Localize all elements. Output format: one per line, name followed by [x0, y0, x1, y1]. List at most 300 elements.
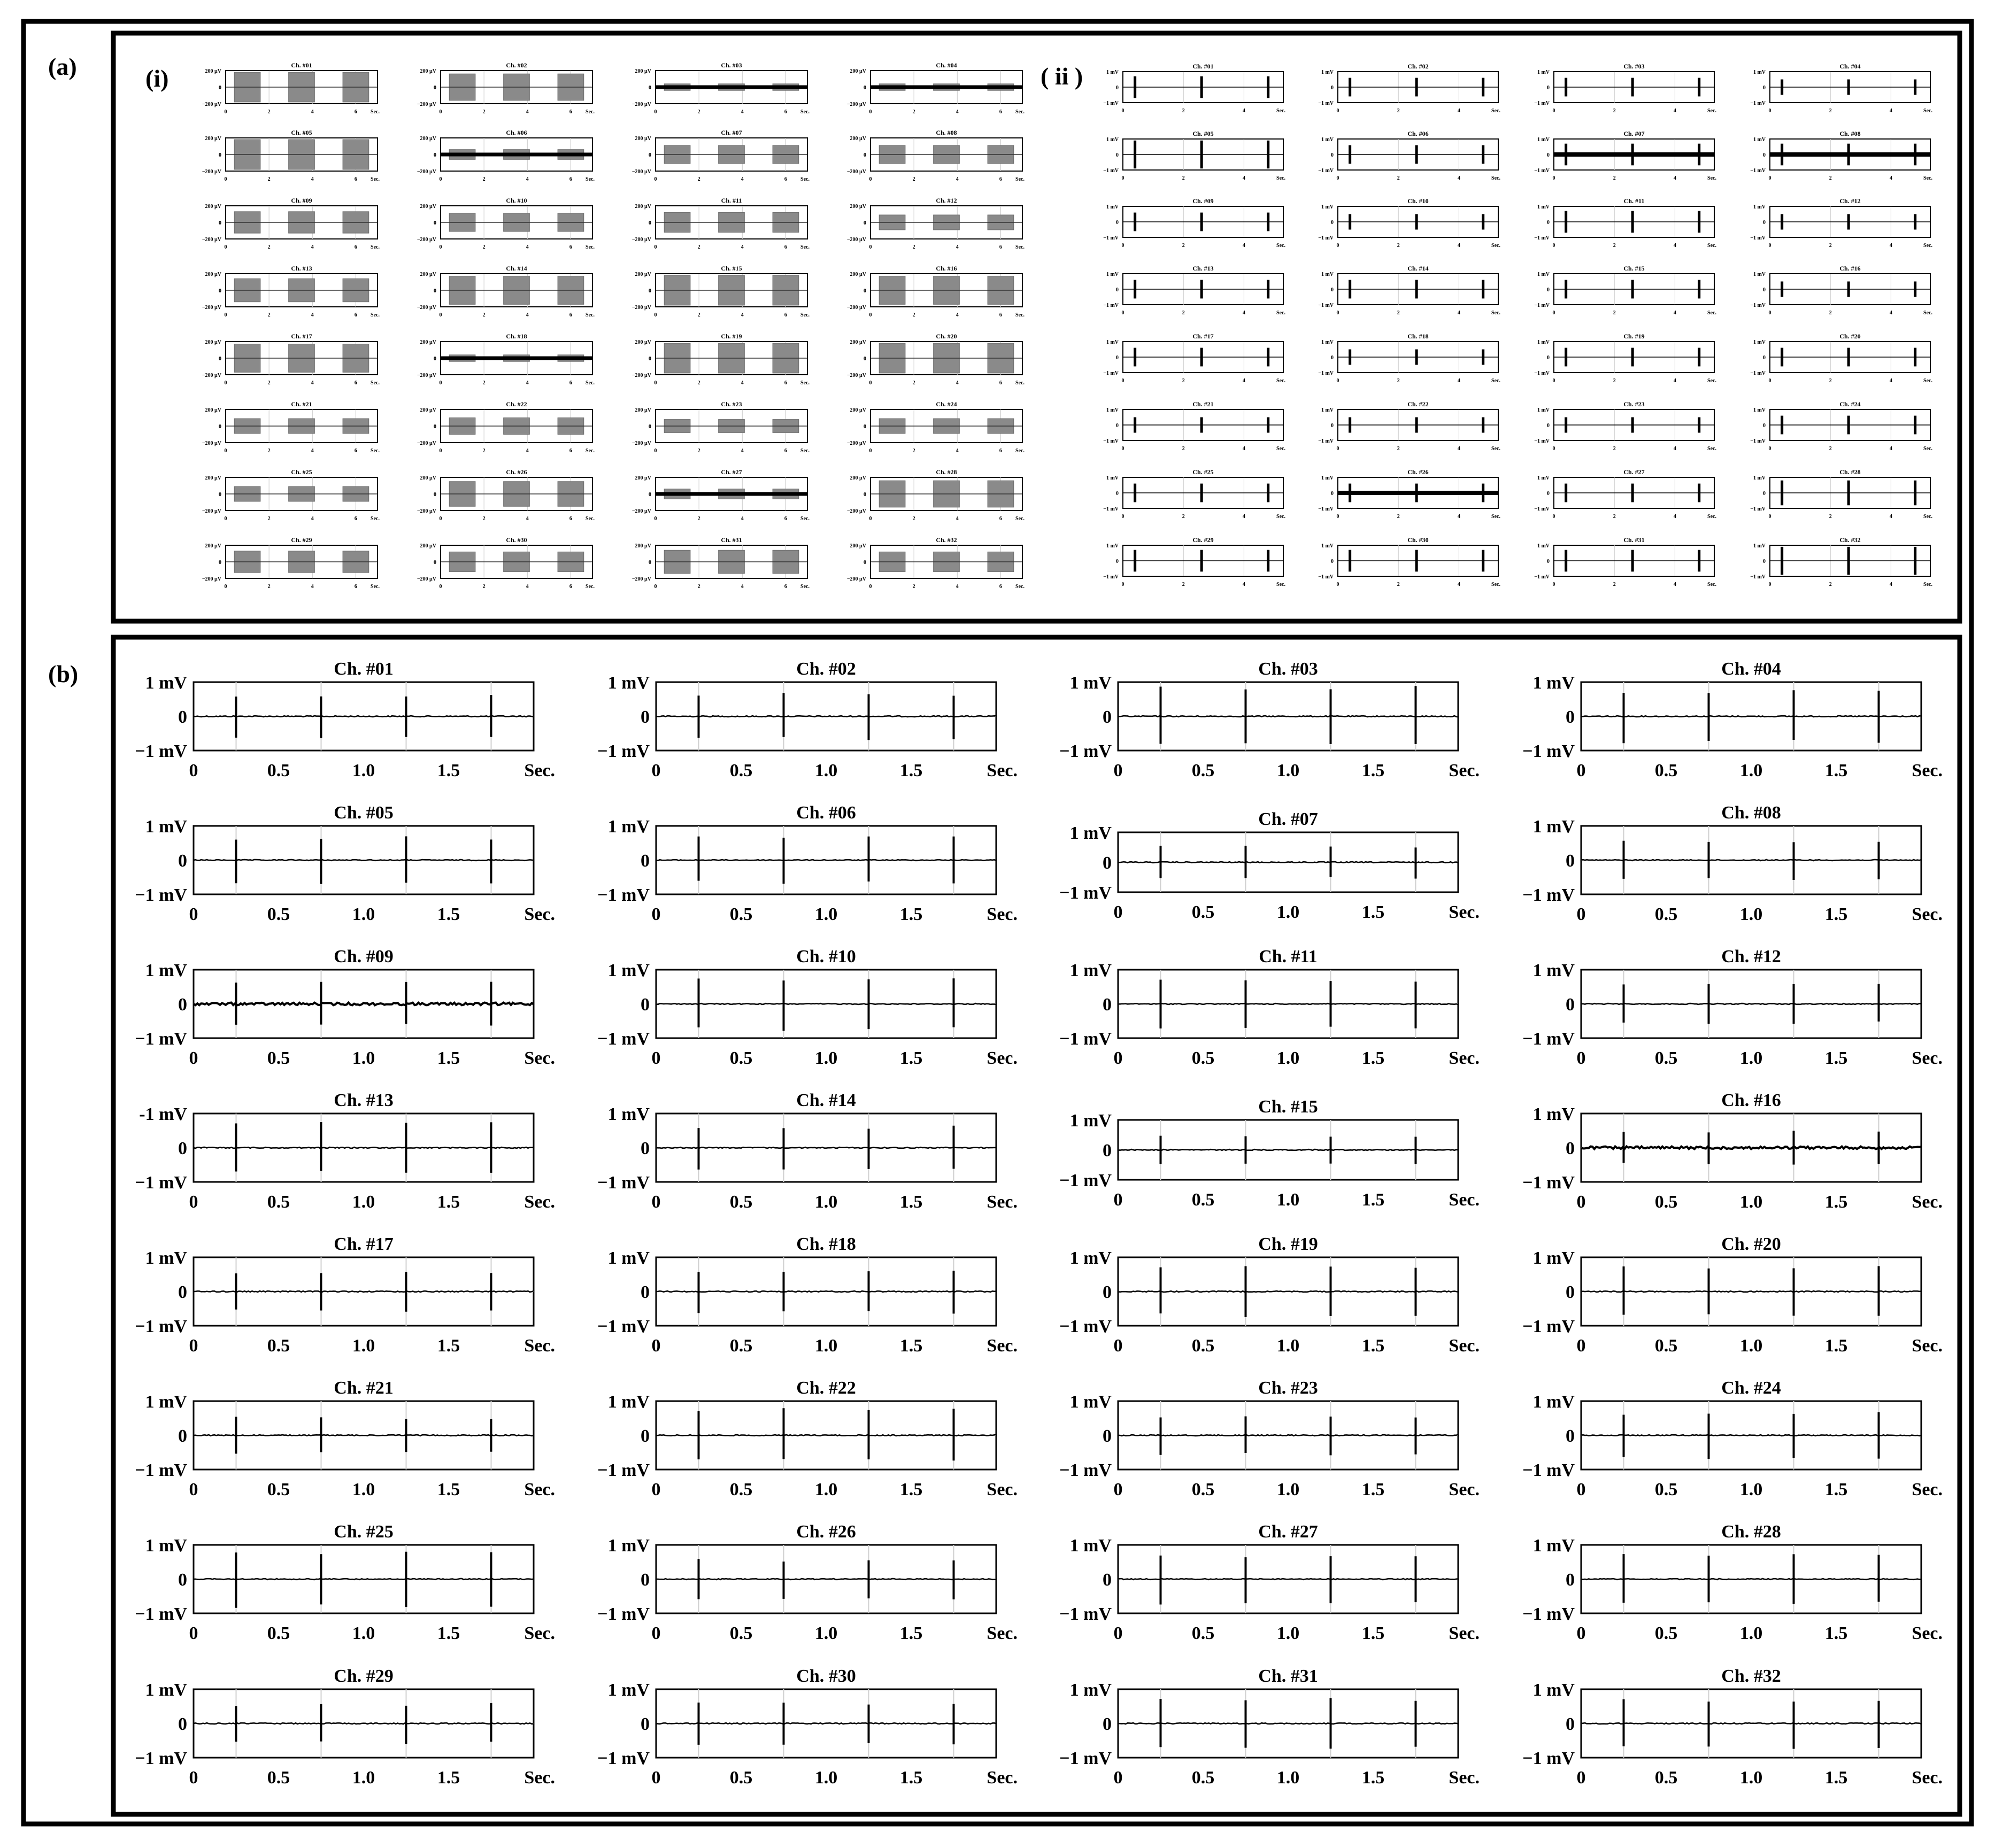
y-tick-label: 0	[434, 220, 436, 226]
x-tick-label: 1.5	[1824, 1768, 1848, 1788]
x-tick-label: 0	[1576, 1048, 1586, 1068]
x-tick-label: 0	[1576, 1336, 1586, 1356]
y-tick-label: 0	[1547, 152, 1550, 158]
x-tick-label: 4	[956, 176, 959, 182]
y-tick-label: 1 mV	[1532, 1248, 1575, 1268]
x-unit-label: Sec.	[1491, 310, 1500, 316]
x-tick-label: 6	[784, 244, 787, 250]
channel-title: Ch. #11	[1623, 197, 1645, 205]
x-unit-label: Sec.	[800, 584, 810, 590]
y-tick-label: 1 mV	[1532, 673, 1575, 693]
channel-title: Ch. #12	[1721, 947, 1781, 966]
y-tick-label: 1 mV	[1532, 1680, 1575, 1700]
x-tick-label: 2	[1829, 446, 1832, 452]
y-tick-label: 200 µV	[205, 68, 221, 74]
channel-title: Ch. #14	[1407, 265, 1429, 272]
y-tick-label: 0	[1547, 287, 1550, 293]
y-tick-label: 0	[1763, 559, 1766, 565]
y-tick-label: −1 mV	[1059, 1317, 1112, 1336]
channel-title: Ch. #24	[1839, 400, 1861, 408]
y-tick-label: −1 mV	[1750, 574, 1766, 580]
x-tick-label: 2	[1182, 310, 1185, 316]
x-tick-label: 2	[1829, 514, 1832, 520]
x-tick-label: 2	[912, 176, 915, 182]
channel-title: Ch. #06	[796, 803, 856, 823]
channel-plot-09	[202, 197, 380, 250]
y-tick-label: 0	[434, 492, 436, 498]
x-tick-label: 6	[354, 312, 357, 318]
channel-title: Ch. #08	[1721, 803, 1781, 823]
y-tick-label: 200 µV	[635, 204, 651, 210]
y-tick-label: −1 mV	[1059, 883, 1112, 903]
x-tick-label: 4	[526, 516, 529, 522]
y-tick-label: −200 µV	[631, 508, 651, 514]
channel-title: Ch. #25	[1192, 468, 1214, 476]
y-tick-label: 1 mV	[1753, 543, 1766, 549]
x-tick-label: 1.5	[437, 1768, 460, 1788]
x-tick-label: 4	[1673, 378, 1676, 384]
x-tick-label: 1.0	[1276, 761, 1300, 780]
channel-plot-31	[1059, 1666, 1480, 1788]
x-tick-label: 0	[1552, 446, 1555, 452]
channel-title: Ch. #06	[1407, 130, 1429, 137]
y-tick-label: 1 mV	[1321, 543, 1334, 549]
y-tick-label: 200 µV	[850, 68, 866, 74]
x-tick-label: 2	[697, 312, 700, 318]
y-tick-label: −1 mV	[1522, 1749, 1575, 1768]
y-tick-label: −1 mV	[1103, 506, 1119, 512]
channel-plot-17	[135, 1234, 555, 1356]
x-unit-label: Sec.	[987, 1768, 1018, 1788]
y-tick-label: 1 mV	[1753, 69, 1766, 75]
channel-title: Ch. #30	[506, 536, 527, 544]
channel-plot-30	[597, 1666, 1018, 1788]
x-unit-label: Sec.	[371, 244, 380, 250]
channel-plot-02	[1318, 63, 1500, 114]
channel-title: Ch. #14	[796, 1091, 856, 1110]
y-tick-label: −200 µV	[846, 373, 866, 378]
x-tick-label: 0	[1336, 514, 1339, 520]
x-tick-label: 1.0	[352, 761, 375, 780]
x-tick-label: 4	[526, 109, 529, 115]
x-tick-label: 0.5	[1191, 761, 1215, 780]
x-tick-label: 4	[1457, 582, 1460, 587]
channel-title: Ch. #20	[1839, 333, 1861, 340]
x-tick-label: 6	[354, 176, 357, 182]
channel-title: Ch. #31	[1623, 536, 1645, 544]
x-tick-label: 6	[784, 380, 787, 386]
x-tick-label: 4	[311, 312, 314, 318]
x-unit-label: Sec.	[987, 1192, 1018, 1212]
channel-plot-31	[1534, 536, 1716, 587]
x-tick-label: 4	[1242, 243, 1245, 249]
x-unit-label: Sec.	[1276, 310, 1285, 316]
channel-plot-12	[1750, 197, 1932, 249]
x-tick-label: 1.5	[899, 1048, 923, 1068]
x-tick-label: 0	[224, 516, 227, 522]
x-unit-label: Sec.	[987, 1480, 1018, 1499]
x-tick-label: 0	[189, 1336, 198, 1356]
x-tick-label: 0	[439, 244, 442, 250]
x-tick-label: 0	[439, 516, 442, 522]
x-tick-label: 4	[956, 584, 959, 590]
x-tick-label: 2	[1182, 243, 1185, 249]
x-tick-label: 4	[311, 584, 314, 590]
x-tick-label: 0	[1576, 904, 1586, 924]
channel-plot-31	[632, 536, 810, 590]
x-tick-label: 2	[697, 448, 700, 454]
x-tick-label: 1.0	[1739, 761, 1763, 780]
channel-title: Ch. #21	[1192, 400, 1214, 408]
y-tick-label: 200 µV	[205, 272, 221, 277]
x-tick-label: 1.5	[899, 1480, 923, 1499]
y-tick-label: 0	[434, 560, 436, 566]
x-unit-label: Sec.	[1276, 514, 1285, 520]
x-unit-label: Sec.	[1276, 378, 1285, 384]
subpanel-ii-label: ( ii )	[1041, 63, 1083, 90]
x-unit-label: Sec.	[1449, 1480, 1480, 1499]
x-tick-label: 0.5	[1191, 1048, 1215, 1068]
x-tick-label: 2	[1182, 514, 1185, 520]
x-tick-label: 6	[569, 448, 572, 454]
x-tick-label: 2	[1613, 243, 1616, 249]
y-tick-label: 0	[1566, 851, 1575, 871]
x-tick-label: 1.0	[1739, 1480, 1763, 1499]
x-unit-label: Sec.	[524, 1480, 555, 1499]
channel-title: Ch. #07	[1258, 809, 1318, 829]
x-tick-label: 2	[1829, 108, 1832, 114]
y-tick-label: −200 µV	[202, 102, 221, 107]
x-unit-label: Sec.	[1449, 1623, 1480, 1643]
y-tick-label: 1 mV	[1069, 1680, 1112, 1700]
x-tick-label: 4	[956, 109, 959, 115]
channel-plot-09	[135, 947, 555, 1068]
y-tick-label: 1 mV	[1537, 204, 1550, 210]
y-tick-label: 0	[219, 220, 221, 226]
x-unit-label: Sec.	[1912, 1623, 1943, 1643]
y-tick-label: −1 mV	[1318, 574, 1334, 580]
channel-title: Ch. #02	[1407, 63, 1429, 70]
x-unit-label: Sec.	[586, 244, 595, 250]
y-tick-label: −1 mV	[1103, 168, 1119, 174]
x-unit-label: Sec.	[1707, 514, 1716, 520]
y-tick-label: 0	[1763, 491, 1766, 497]
x-tick-label: 4	[741, 380, 744, 386]
y-tick-label: 200 µV	[420, 339, 436, 345]
y-tick-label: −200 µV	[846, 440, 866, 446]
y-tick-label: −200 µV	[417, 576, 436, 582]
channel-title: Ch. #03	[721, 61, 742, 69]
y-tick-label: 0	[219, 560, 221, 566]
x-unit-label: Sec.	[1491, 108, 1500, 114]
y-tick-label: -1 mV	[139, 1104, 187, 1124]
y-tick-label: 1 mV	[145, 1536, 187, 1556]
y-tick-label: −200 µV	[631, 102, 651, 107]
x-tick-label: 4	[1673, 175, 1676, 181]
x-tick-label: 4	[1889, 310, 1892, 316]
x-unit-label: Sec.	[586, 584, 595, 590]
channel-title: Ch. #29	[334, 1666, 394, 1686]
y-tick-label: −1 mV	[597, 1749, 650, 1768]
x-unit-label: Sec.	[371, 109, 380, 115]
x-tick-label: 2	[1397, 108, 1400, 114]
channel-plot-14	[1318, 265, 1500, 316]
x-tick-label: 2	[697, 176, 700, 182]
x-tick-label: 4	[1457, 175, 1460, 181]
x-tick-label: 0	[189, 1768, 198, 1788]
x-tick-label: 1.0	[1276, 1480, 1300, 1499]
y-tick-label: −200 µV	[202, 237, 221, 243]
x-tick-label: 2	[912, 584, 915, 590]
x-tick-label: 1.5	[1361, 761, 1385, 780]
channel-title: Ch. #13	[291, 265, 312, 272]
y-tick-label: −1 mV	[597, 741, 650, 761]
channel-plot-15	[1059, 1097, 1480, 1210]
x-unit-label: Sec.	[1015, 109, 1025, 115]
x-tick-label: 0.5	[1654, 1623, 1678, 1643]
y-tick-label: 0	[1566, 1139, 1575, 1158]
x-tick-label: 0	[439, 312, 442, 318]
x-unit-label: Sec.	[1015, 244, 1025, 250]
x-tick-label: 0.5	[267, 1623, 290, 1643]
y-tick-label: 0	[434, 85, 436, 91]
x-tick-label: 2	[267, 176, 271, 182]
x-tick-label: 4	[526, 448, 529, 454]
x-tick-label: 0	[869, 448, 872, 454]
x-tick-label: 4	[1673, 310, 1676, 316]
x-unit-label: Sec.	[1491, 514, 1500, 520]
y-tick-label: 0	[178, 1570, 187, 1590]
x-tick-label: 6	[569, 584, 572, 590]
x-unit-label: Sec.	[1276, 243, 1285, 249]
y-tick-label: 200 µV	[635, 272, 651, 277]
y-tick-label: 0	[1331, 287, 1334, 293]
y-tick-label: −1 mV	[135, 741, 187, 761]
x-tick-label: 0	[224, 584, 227, 590]
x-tick-label: 0.5	[1654, 904, 1678, 924]
channel-plot-12	[847, 197, 1025, 250]
y-tick-label: −200 µV	[417, 305, 436, 311]
x-tick-label: 0.5	[1654, 1048, 1678, 1068]
x-tick-label: 4	[311, 176, 314, 182]
y-tick-label: −1 mV	[1522, 1317, 1575, 1336]
y-tick-label: −200 µV	[417, 169, 436, 175]
x-unit-label: Sec.	[524, 1336, 555, 1356]
x-unit-label: Sec.	[800, 244, 810, 250]
x-tick-label: 1.0	[352, 1480, 375, 1499]
signal-baseline	[656, 860, 996, 861]
channel-plot-06	[417, 129, 595, 182]
x-tick-label: 4	[1889, 243, 1892, 249]
channel-plot-02	[597, 659, 1018, 780]
x-tick-label: 0	[189, 1480, 198, 1499]
channel-title: Ch. #18	[796, 1234, 856, 1254]
channel-title: Ch. #25	[334, 1522, 394, 1542]
y-tick-label: 200 µV	[635, 68, 651, 74]
x-tick-label: 0	[869, 244, 872, 250]
signal-baseline	[656, 716, 996, 717]
x-tick-label: 4	[1457, 514, 1460, 520]
x-tick-label: 6	[999, 516, 1002, 522]
x-tick-label: 0	[1121, 108, 1124, 114]
channel-plot-29	[1103, 536, 1285, 587]
channel-title: Ch. #23	[1258, 1378, 1318, 1398]
y-tick-label: 200 µV	[635, 339, 651, 345]
y-tick-label: −1 mV	[1534, 370, 1550, 376]
x-tick-label: 1.0	[1739, 1623, 1763, 1643]
x-tick-label: 6	[569, 516, 572, 522]
channel-plot-21	[1103, 400, 1285, 452]
x-unit-label: Sec.	[987, 1048, 1018, 1068]
x-unit-label: Sec.	[1912, 1192, 1943, 1212]
y-tick-label: −1 mV	[1059, 741, 1112, 761]
x-tick-label: 1.0	[352, 1192, 375, 1212]
x-tick-label: 2	[482, 584, 486, 590]
channel-title: Ch. #20	[936, 333, 957, 340]
y-tick-label: 0	[1331, 491, 1334, 497]
channel-title: Ch. #10	[506, 197, 527, 204]
x-tick-label: 1.0	[352, 904, 375, 924]
y-tick-label: −1 mV	[1534, 168, 1550, 174]
x-tick-label: 6	[569, 312, 572, 318]
x-tick-label: 2	[267, 312, 271, 318]
x-unit-label: Sec.	[1015, 380, 1025, 386]
y-tick-label: −1 mV	[135, 1460, 187, 1480]
y-tick-label: 0	[434, 152, 436, 158]
x-tick-label: 1.0	[1739, 1192, 1763, 1212]
x-tick-label: 0	[1113, 761, 1123, 780]
y-tick-label: 0	[178, 851, 187, 871]
y-tick-label: 0	[178, 1282, 187, 1302]
x-tick-label: 0	[869, 516, 872, 522]
channel-plot-07	[1059, 809, 1480, 922]
y-tick-label: −1 mV	[1059, 1029, 1112, 1049]
x-tick-label: 0	[1336, 108, 1339, 114]
y-tick-label: 0	[1116, 152, 1119, 158]
y-tick-label: 0	[434, 288, 436, 294]
x-tick-label: 0	[869, 109, 872, 115]
channel-title: Ch. #13	[334, 1091, 394, 1110]
x-tick-label: 0	[1552, 378, 1555, 384]
x-unit-label: Sec.	[800, 448, 810, 454]
x-tick-label: 2	[697, 244, 700, 250]
y-tick-label: 1 mV	[607, 1392, 650, 1412]
x-unit-label: Sec.	[371, 584, 380, 590]
channel-plot-23	[1534, 400, 1716, 452]
x-tick-label: 0	[654, 109, 657, 115]
y-tick-label: 1 mV	[1753, 475, 1766, 481]
y-tick-label: 1 mV	[607, 817, 650, 837]
y-tick-label: 0	[1763, 220, 1766, 226]
x-tick-label: 4	[1457, 310, 1460, 316]
y-tick-label: 0	[178, 707, 187, 727]
x-tick-label: 1.5	[1824, 1336, 1848, 1356]
x-tick-label: 2	[1613, 310, 1616, 316]
x-tick-label: 0.5	[267, 1336, 290, 1356]
y-tick-label: 0	[649, 152, 651, 158]
x-tick-label: 2	[1397, 446, 1400, 452]
y-tick-label: 0	[1547, 355, 1550, 361]
y-tick-label: 0	[641, 707, 650, 727]
y-tick-label: 0	[649, 220, 651, 226]
y-tick-label: 0	[219, 424, 221, 430]
x-tick-label: 0.5	[1654, 1768, 1678, 1788]
channel-plot-02	[417, 61, 595, 115]
x-tick-label: 4	[956, 380, 959, 386]
channel-plot-05	[202, 129, 380, 182]
x-unit-label: Sec.	[1015, 516, 1025, 522]
channel-plot-11	[1059, 947, 1480, 1068]
channel-plot-28	[847, 468, 1025, 522]
y-tick-label: 200 µV	[850, 543, 866, 549]
x-unit-label: Sec.	[1923, 582, 1932, 587]
channel-title: Ch. #15	[1258, 1097, 1318, 1117]
x-tick-label: 4	[741, 448, 744, 454]
channel-title: Ch. #08	[936, 129, 957, 136]
x-unit-label: Sec.	[586, 448, 595, 454]
channel-title: Ch. #12	[936, 197, 957, 204]
y-tick-label: 200 µV	[420, 475, 436, 481]
x-unit-label: Sec.	[371, 380, 380, 386]
channel-title: Ch. #28	[936, 468, 957, 476]
x-unit-label: Sec.	[586, 176, 595, 182]
x-tick-label: 2	[1613, 108, 1616, 114]
x-tick-label: 0	[1552, 514, 1555, 520]
channel-plot-05	[1103, 130, 1285, 181]
y-tick-label: 1 mV	[1532, 1392, 1575, 1412]
y-tick-label: −1 mV	[597, 1029, 650, 1049]
x-tick-label: 6	[784, 109, 787, 115]
y-tick-label: 0	[178, 1139, 187, 1158]
y-tick-label: −200 µV	[417, 102, 436, 107]
x-tick-label: 4	[311, 380, 314, 386]
channel-plot-08	[1522, 803, 1943, 924]
y-tick-label: 1 mV	[145, 817, 187, 837]
x-tick-label: 0.5	[267, 1480, 290, 1499]
x-tick-label: 0.5	[1191, 1768, 1215, 1788]
y-tick-label: 1 mV	[1753, 407, 1766, 413]
x-unit-label: Sec.	[586, 109, 595, 115]
y-tick-label: 0	[864, 288, 866, 294]
y-tick-label: 1 mV	[1106, 137, 1119, 143]
y-tick-label: 1 mV	[1537, 543, 1550, 549]
y-tick-label: 1 mV	[1106, 69, 1119, 75]
channel-plot-21	[135, 1378, 555, 1499]
y-tick-label: −1 mV	[1534, 100, 1550, 106]
x-tick-label: 4	[741, 312, 744, 318]
y-tick-label: 0	[649, 85, 651, 91]
channel-plot-26	[597, 1522, 1018, 1643]
y-tick-label: −1 mV	[1750, 506, 1766, 512]
y-tick-label: 0	[1547, 559, 1550, 565]
y-tick-label: 1 mV	[1753, 272, 1766, 277]
y-tick-label: 0	[864, 560, 866, 566]
channel-title: Ch. #32	[1839, 536, 1861, 544]
x-unit-label: Sec.	[987, 904, 1018, 924]
y-tick-label: 200 µV	[850, 272, 866, 277]
channel-plot-15	[632, 265, 810, 318]
x-tick-label: 1.0	[814, 761, 838, 780]
y-tick-label: −1 mV	[1318, 235, 1334, 241]
y-tick-label: −200 µV	[631, 440, 651, 446]
x-tick-label: 2	[697, 380, 700, 386]
x-unit-label: Sec.	[1276, 446, 1285, 452]
x-unit-label: Sec.	[1491, 378, 1500, 384]
y-tick-label: −200 µV	[631, 576, 651, 582]
channel-title: Ch. #01	[1192, 63, 1214, 70]
x-unit-label: Sec.	[1707, 582, 1716, 587]
y-tick-label: 1 mV	[1069, 1536, 1112, 1556]
